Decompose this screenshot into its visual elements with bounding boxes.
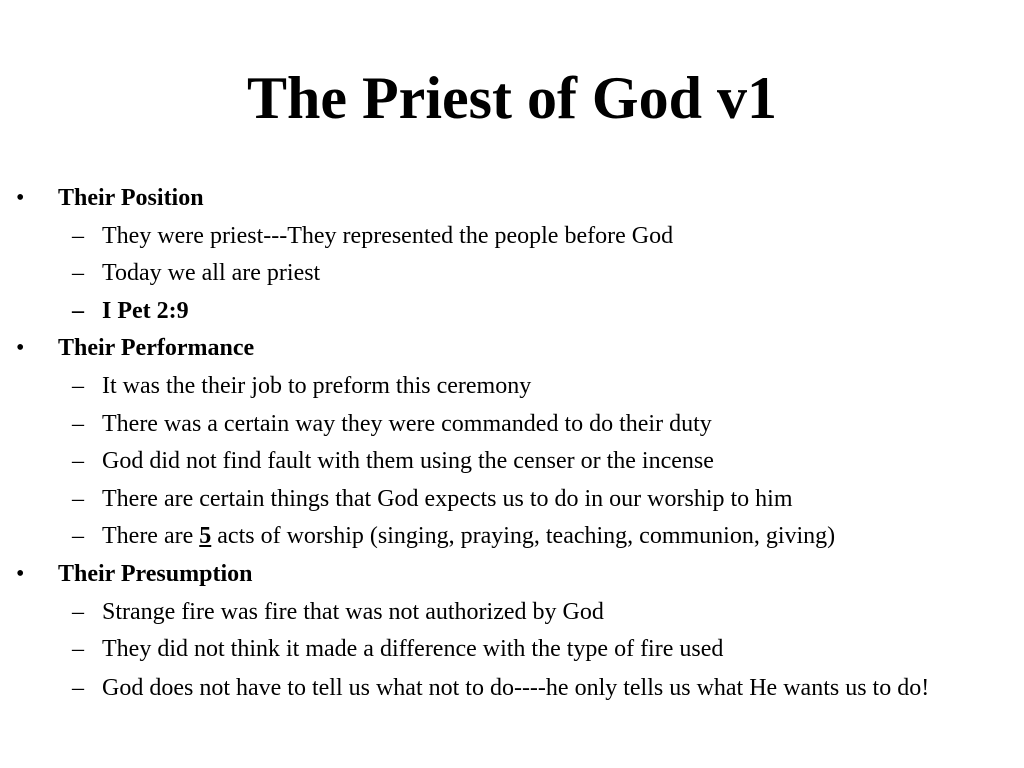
bullet-icon: • [16, 185, 25, 211]
list-item-text: Strange fire was fire that was not authorized by God [102, 598, 604, 625]
section-heading-performance [0, 330, 1024, 368]
dash-icon: – [72, 297, 84, 324]
slide-title: The Priest of God v1 [247, 65, 777, 131]
section-heading-label: Their Performance [58, 335, 255, 362]
list-item [0, 218, 1024, 256]
list-item [0, 368, 1024, 406]
dash-icon: – [72, 260, 84, 287]
list-item-text: They were priest---They represented the people before God [102, 222, 674, 249]
slide-content [0, 180, 1024, 707]
dash-icon: – [72, 448, 84, 475]
dash-icon: – [72, 372, 84, 399]
list-item-text: It was the their job to preform this ceremony [102, 372, 532, 399]
list-item-text: God did not find fault with them using the censer or the incense [102, 448, 714, 475]
dash-icon: – [72, 598, 84, 625]
scripture-reference: I Pet 2:9 [102, 297, 189, 324]
list-item-text: They did not think it made a difference with the type of fire used [102, 636, 724, 663]
section-heading-label: Their Presumption [58, 560, 253, 587]
list-item-text: There was a certain way they were commanded to do their duty [102, 410, 712, 437]
list-item-acts-of-worship [0, 518, 1024, 556]
list-item-text-after: acts of worship (singing, praying, teaching, communion, giving) [211, 523, 836, 550]
dash-icon: – [72, 485, 84, 512]
list-item [0, 255, 1024, 293]
list-item-text: God does not have to tell us what not to do----he only tells us what He wants us to do! [102, 674, 930, 701]
bullet-icon: • [16, 335, 25, 362]
list-item-text-before: There are [102, 523, 200, 550]
section-heading-position [0, 180, 1024, 218]
list-item [0, 481, 1024, 519]
list-item-text: Today we all are priest [102, 260, 321, 287]
list-item [0, 293, 1024, 331]
section-heading-presumption [0, 556, 1024, 594]
dash-icon: – [72, 222, 84, 249]
list-item [0, 406, 1024, 444]
list-item [0, 594, 1024, 632]
list-item-text: There are certain things that God expects us to do in our worship to him [102, 485, 793, 512]
list-item [0, 443, 1024, 481]
dash-icon: – [72, 674, 84, 701]
dash-icon: – [72, 410, 84, 437]
list-item [0, 669, 1024, 707]
list-item [0, 631, 1024, 669]
section-heading-label: Their Position [58, 185, 204, 211]
dash-icon: – [72, 523, 84, 550]
bullet-icon: • [16, 560, 25, 587]
dash-icon: – [72, 636, 84, 663]
acts-count: 5 [199, 523, 212, 550]
